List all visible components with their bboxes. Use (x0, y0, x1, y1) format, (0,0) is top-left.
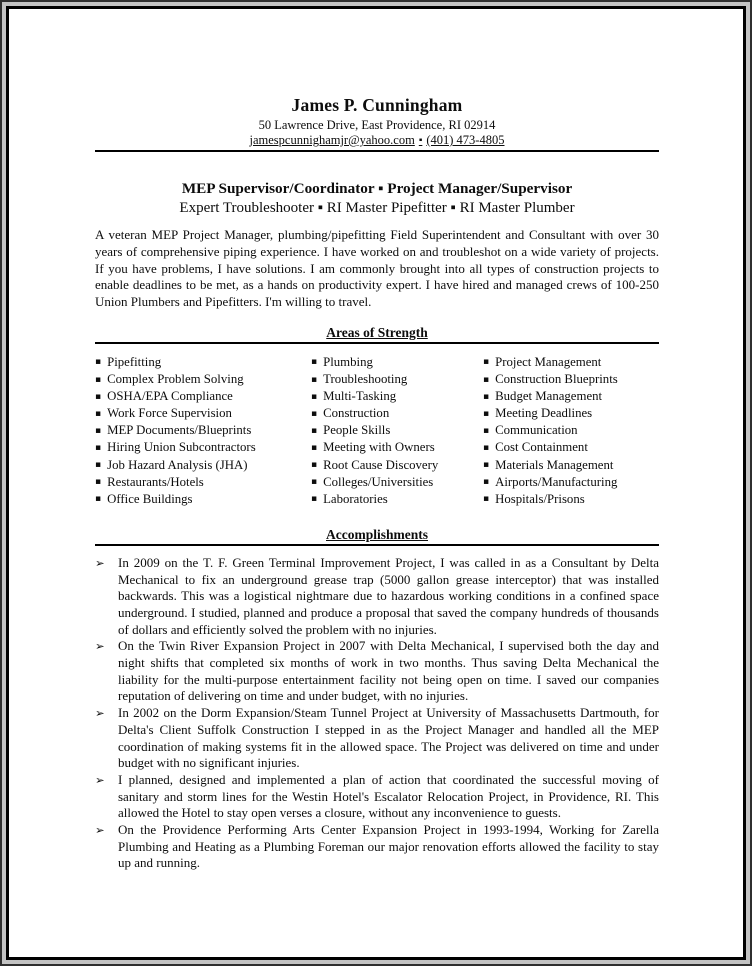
accomplishment-item (95, 772, 659, 822)
secondary-title: Expert Troubleshooter ▪ RI Master Pipefitter ▪ RI Master Plumber (179, 200, 575, 216)
resume-header (95, 95, 659, 152)
strength-label: Construction Blueprints (495, 372, 618, 387)
arrow-bullet-icon: ➢ (95, 706, 105, 721)
strength-item (95, 405, 311, 422)
strength-item (95, 388, 311, 405)
address-line: 50 Lawrence Drive, East Providence, RI 02914 (258, 118, 496, 132)
strength-label: Pipefitting (107, 354, 162, 369)
accomplishment-text: In 2009 on the T. F. Green Terminal Improvement Project, I was called in as a Consultant by Delta Mechanical to fix an underground grease trap (5000 gallon grease interceptor) that was installed backwards. This was a logistical nightmare due to hazardous working conditions in a confined space underground. I studied, planned and produce a proposal that saved the company hundreds of thousands of dollars and efficiently solved the problem with no injuries. (118, 554, 659, 637)
square-bullet-icon: ▪ (483, 408, 490, 419)
strength-item (311, 457, 483, 474)
resume-page (6, 6, 746, 960)
strength-item (483, 457, 659, 474)
square-bullet-icon: ▪ (311, 374, 318, 385)
resume-content (9, 9, 743, 872)
accomplishments-list (95, 555, 659, 872)
square-bullet-icon: ▪ (483, 391, 490, 402)
strengths-column-1 (95, 354, 311, 508)
strength-label: People Skills (323, 423, 391, 438)
square-bullet-icon: ▪ (483, 477, 490, 488)
accomplishment-item (95, 822, 659, 872)
accomplishment-item (95, 638, 659, 705)
section-heading-text: Accomplishments (326, 526, 428, 542)
strength-label: Office Buildings (107, 491, 193, 506)
candidate-name: James P. Cunningham (291, 95, 463, 115)
strength-label: Multi-Tasking (323, 389, 397, 404)
strength-label: Budget Management (495, 389, 603, 404)
email-link[interactable]: jamespcunnighamjr@yahoo.com (249, 133, 415, 147)
strength-label: Restaurants/Hotels (107, 474, 204, 489)
strength-label: Root Cause Discovery (323, 457, 439, 472)
primary-title: MEP Supervisor/Coordinator ▪ Project Manager/Supervisor (181, 180, 573, 197)
accomplishment-item (95, 555, 659, 639)
strength-item (483, 422, 659, 439)
section-heading-text: Areas of Strength (326, 324, 428, 340)
strength-label: Troubleshooting (323, 372, 408, 387)
strength-label: Complex Problem Solving (107, 372, 244, 387)
strength-item (311, 371, 483, 388)
strength-item (95, 371, 311, 388)
strength-item (483, 491, 659, 508)
square-bullet-icon: ▪ (95, 494, 102, 505)
square-bullet-icon: ▪ (311, 408, 318, 419)
strength-label: Construction (323, 406, 390, 421)
square-bullet-icon: ▪ (311, 460, 318, 471)
strength-label: Communication (495, 423, 578, 438)
arrow-bullet-icon: ➢ (95, 555, 105, 570)
strength-label: Airports/Manufacturing (495, 474, 618, 489)
strength-item (311, 474, 483, 491)
strength-item (311, 388, 483, 405)
square-bullet-icon: ▪ (311, 425, 318, 436)
strength-item (483, 388, 659, 405)
strength-label: Materials Management (495, 457, 614, 472)
strengths-column-3 (483, 354, 659, 508)
strength-item (311, 439, 483, 456)
square-bullet-icon: ▪ (311, 442, 318, 453)
strength-label: Work Force Supervision (107, 406, 232, 421)
square-bullet-icon: ▪ (95, 357, 102, 368)
strength-item (311, 422, 483, 439)
square-bullet-icon: ▪ (95, 477, 102, 488)
arrow-bullet-icon: ➢ (95, 772, 105, 787)
square-bullet-icon: ▪ (311, 494, 318, 505)
square-bullet-icon: ▪ (483, 374, 490, 385)
square-bullet-icon: ▪ (311, 391, 318, 402)
contact-line (95, 133, 659, 148)
accomplishment-text: On the Providence Performing Arts Center Expansion Project in 1993-1994, Working for Zarella Plumbing and Heating as a Plumbing Foreman our major renovation efforts allowed the facility to stay up and running. (118, 822, 659, 871)
strength-item (483, 439, 659, 456)
strength-item (95, 491, 311, 508)
square-bullet-icon: ▪ (95, 442, 102, 453)
square-bullet-icon: ▪ (311, 477, 318, 488)
strength-label: Meeting Deadlines (495, 406, 593, 421)
square-bullet-icon: ▪ (95, 460, 102, 471)
strength-item (483, 405, 659, 422)
strength-label: Hiring Union Subcontractors (107, 440, 256, 455)
strength-label: MEP Documents/Blueprints (107, 423, 252, 438)
summary-paragraph: A veteran MEP Project Manager, plumbing/pipefitting Field Superintendent and Consultant with over 30 years of comprehensive piping experience. I have worked on and troubleshot on a wide variety of projects. If you have problems, I have solutions. I am commonly brought into all types of construction projects to enable deadlines to be met, as a hands on productivity expert. I have hired and managed crews of 100-250 Union Plumbers and Pipefitters. I'm willing to travel. (95, 227, 659, 310)
strengths-columns (95, 354, 659, 508)
accomplishment-text: In 2002 on the Dorm Expansion/Steam Tunnel Project at University of Massachusetts Dartmouth, for Delta's Client Suffolk Construction I stepped in as the Project Manager and handled all the MEP coordination of making systems fit in the allowed space. The Project was delivered on time and under budget with no significant injuries. (118, 705, 659, 771)
strength-item (95, 422, 311, 439)
strength-label: Colleges/Universities (323, 474, 434, 489)
section-heading-accomplishments (95, 527, 659, 546)
title-block (95, 179, 659, 218)
square-bullet-icon: ▪ (483, 494, 490, 505)
strength-label: Laboratories (323, 491, 388, 506)
strength-label: Project Management (495, 354, 602, 369)
square-bullet-icon: ▪ (483, 357, 490, 368)
strength-item (95, 439, 311, 456)
bullet-separator-icon: ▪ (418, 135, 423, 146)
square-bullet-icon: ▪ (95, 408, 102, 419)
strength-item (95, 474, 311, 491)
strength-item (311, 354, 483, 371)
strength-item (483, 474, 659, 491)
strength-item (311, 405, 483, 422)
strength-item (483, 354, 659, 371)
section-heading-areas-of-strength (95, 325, 659, 344)
square-bullet-icon: ▪ (95, 425, 102, 436)
square-bullet-icon: ▪ (483, 442, 490, 453)
arrow-bullet-icon: ➢ (95, 823, 105, 838)
square-bullet-icon: ▪ (95, 391, 102, 402)
strength-item (95, 354, 311, 371)
phone-number: (401) 473-4805 (426, 133, 505, 147)
accomplishment-item (95, 705, 659, 772)
strength-label: Hospitals/Prisons (495, 491, 585, 506)
strength-label: Plumbing (323, 354, 373, 369)
strength-label: Meeting with Owners (323, 440, 435, 455)
accomplishment-text: I planned, designed and implemented a plan of action that coordinated the successful moving of sanitary and storm lines for the Westin Hotel's Escalator Relocation Project, in Providence, RI. This allowed the Hotel to stay open verses a closure, without any inconvenience to guests. (118, 771, 659, 821)
strength-label: OSHA/EPA Compliance (107, 389, 233, 404)
strength-item (95, 457, 311, 474)
strength-item (483, 371, 659, 388)
strength-label: Job Hazard Analysis (JHA) (107, 457, 248, 472)
square-bullet-icon: ▪ (483, 425, 490, 436)
square-bullet-icon: ▪ (483, 460, 490, 471)
square-bullet-icon: ▪ (311, 357, 318, 368)
square-bullet-icon: ▪ (95, 374, 102, 385)
arrow-bullet-icon: ➢ (95, 639, 105, 654)
accomplishment-text: On the Twin River Expansion Project in 2007 with Delta Mechanical, I supervised both the day and night shifts that completed six months of work in two months. Thus saving Delta Mechanical the liability for the multi-purpose entertainment facility not being open on time. I saved our companies reputation of delivering on time and under budget, with no injuries. (118, 638, 659, 704)
strength-label: Cost Containment (495, 440, 588, 455)
strength-item (311, 491, 483, 508)
strengths-column-2 (311, 354, 483, 508)
